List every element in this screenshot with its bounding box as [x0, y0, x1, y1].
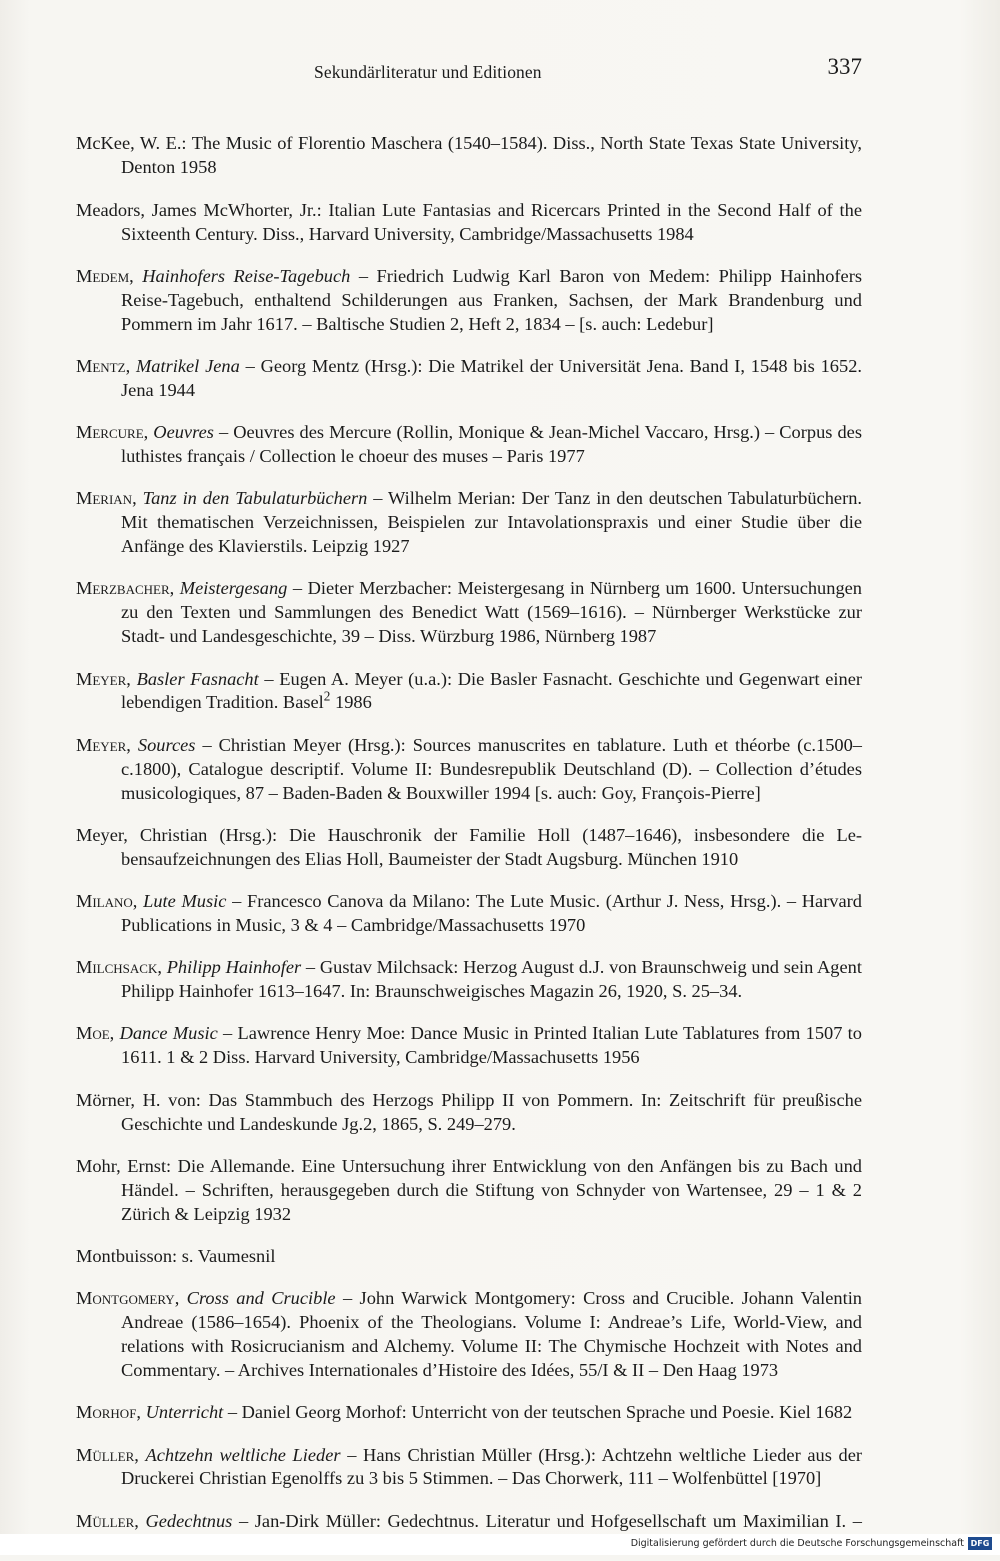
- entry-author: Mohr, Ernst:: [76, 1155, 172, 1176]
- entry-text: – Friedrich Ludwig Karl Baron von Medem: Philipp Hainhofers Reise-Tagebuch, enthaltend Schilderungen aus Franken, Sachsen, der Mark Brandenburg und Pommern im Jahr 1617. – Baltische Studien 2, Heft 2, 1834 – [s. auch: Ledebur]: [121, 265, 862, 334]
- bibliography-entry: [76, 668, 862, 716]
- bibliography-entry: [76, 355, 862, 403]
- entry-short-title: Philipp Hainhofer: [166, 957, 302, 978]
- entry-text: – Georg Mentz (Hrsg.): Die Matrikel der Universität Jena. Band I, 1548 bis 1652. Jena 1944: [121, 355, 862, 400]
- page-number: 337: [827, 54, 862, 79]
- entry-short-title: Oeuvres: [153, 422, 214, 443]
- entry-short-title: Lute Music: [143, 891, 227, 912]
- entry-siglum: Milchsack,: [76, 957, 162, 978]
- entry-siglum: Moe,: [76, 1023, 115, 1044]
- bibliography-entry: [76, 890, 862, 938]
- entry-siglum: Meyer,: [76, 734, 131, 755]
- entry-text: – Oeuvres des Mercure (Rollin, Monique & Jean-Michel Vaccaro, Hrsg.) – Corpus des luthistes français / Collection le choeur des muses – Paris 1977: [121, 422, 862, 467]
- bibliography-entry: [76, 1287, 862, 1383]
- running-head: Sekundärliteratur und Editionen: [314, 62, 542, 82]
- entry-text: Italian Lute Fantasias and Ricercars Printed in the Second Half of the Sixteenth Century. Diss., Harvard University, Cambridge/Massachusetts 1984: [121, 199, 862, 244]
- entry-superscript: 2: [323, 689, 331, 705]
- entry-text: – Eugen A. Meyer (u.a.): Die Basler Fasnacht. Geschichte und Gegenwart einer lebendigen Tradition. Basel: [121, 668, 862, 713]
- entry-siglum: Merzbacher,: [76, 578, 175, 599]
- entry-text: The Music of Florentio Maschera (1540–1584). Diss., North State Texas State University, Denton 1958: [121, 133, 862, 178]
- entry-short-title: Dance Music: [119, 1023, 218, 1044]
- bibliography-entry: [76, 1245, 862, 1269]
- entry-author: McKee, W. E.:: [76, 133, 187, 154]
- entry-text: Die Allemande. Eine Untersuchung ihrer Entwicklung von den Anfängen bis zu Bach und Händel. – Schriften, herausgegeben durch die Stiftung von Schnyder von Wartensee, 29 – 1 & 2 Zürich & Leipzig 1932: [121, 1155, 862, 1224]
- entry-author: Mörner, H. von:: [76, 1089, 201, 1110]
- entry-siglum: Morhof,: [76, 1402, 142, 1423]
- entry-text: – Dieter Merzbacher: Meistergesang in Nürnberg um 1600. Untersuchungen zu den Texten und Sammlungen des Benedict Watt (1569–1616). – Nürnberger Werkstücke zur Stadt- und Landesgeschichte, 39 – Diss. Würzburg 1986, Nürnberg 1987: [121, 578, 863, 647]
- entry-short-title: Gedechtnus: [145, 1510, 233, 1531]
- entry-short-title: Unterricht: [145, 1402, 224, 1423]
- page-header: [76, 54, 862, 90]
- entry-short-title: Matrikel Jena: [135, 355, 240, 376]
- entry-text: Die Hauschronik der Familie Holl (1487–1646), insbesondere die Lebensaufzeichnungen des Elias Holl, Baumeister der Stadt Augsburg. München 1910: [121, 824, 862, 869]
- bibliography-entry: [76, 577, 862, 649]
- entry-short-title: Achtzehn weltliche Lieder: [145, 1444, 341, 1465]
- entry-text: – Lawrence Henry Moe: Dance Music in Printed Italian Lute Tablatures from 1507 to 1611. 1 & 2 Diss. Harvard University, Cambridge/Massachusetts 1956: [121, 1023, 862, 1068]
- entry-text: – John Warwick Montgomery: Cross and Crucible. Johann Valentin Andreae (1586–1654). Phoenix of the Theologians. Volume I: Andreae’s Life, World-View, and relations with Rosicrucianism and Alchemy. Volume II: The Chymische Hochzeit with Notes and Commentary. – Archives Internationales d’Histoire des Idées, 55/I & II – Den Haag 1973: [121, 1288, 862, 1380]
- entry-siglum: Medem,: [76, 265, 134, 286]
- bibliography-entry: [76, 421, 862, 469]
- entry-author: Meadors, James McWhorter, Jr.:: [76, 199, 322, 220]
- bibliography-entry: [76, 199, 862, 247]
- entry-short-title: Cross and Crucible: [186, 1288, 336, 1309]
- bibliography-list: [76, 114, 862, 1561]
- bibliography-entry: [76, 1022, 862, 1070]
- entry-text: – Francesco Canova da Milano: The Lute Music. (Arthur J. Ness, Hrsg.). – Harvard Publications in Music, 3 & 4 – Cambridge/Massachusetts 1970: [121, 891, 862, 935]
- entry-author: Meyer, Christian (Hrsg.):: [76, 824, 278, 845]
- entry-short-title: Meistergesang: [179, 578, 288, 599]
- entry-short-title: Sources: [137, 734, 196, 755]
- footer-credit: Digitalisierung gefördert durch die Deutsche Forschungsgemeinschaft: [630, 1538, 964, 1549]
- entry-text: Das Stammbuch des Herzogs Philipp II von Pommern. In: Zeitschrift für preußische Geschichte und Landeskunde Jg.2, 1865, S. 249–279.: [121, 1089, 862, 1134]
- entry-siglum: Merian,: [76, 488, 137, 509]
- entry-text: – Jan-Dirk Müller: Gedechtnus. Literatur und Hofgesellschaft um Maximilian I. –: [238, 1510, 862, 1531]
- entry-siglum: Müller,: [76, 1444, 139, 1465]
- entry-siglum: Meyer,: [76, 668, 131, 689]
- bibliography-entry: [76, 824, 862, 872]
- entry-siglum: Montgomery,: [76, 1288, 180, 1309]
- entry-siglum: Mentz,: [76, 355, 131, 376]
- entry-short-title: Tanz in den Tabulaturbüchern: [142, 488, 368, 509]
- bibliography-entry: [76, 734, 862, 806]
- entry-text-tail: 1986: [330, 692, 372, 713]
- entry-text: – Wilhelm Merian: Der Tanz in den deutschen Tabulaturbüchern. Mit thematischen Verzeichnissen, Beispielen zur Intavolationspraxis und einer Studie über die Anfänge des Klavierstils. Leipzig 1927: [121, 488, 862, 557]
- bibliography-entry: [76, 487, 862, 559]
- bibliography-entry: [76, 1444, 862, 1492]
- entry-short-title: Basler Fasnacht: [136, 668, 259, 689]
- entry-text: – Christian Meyer (Hrsg.): Sources manuscrites en tablature. Luth et théorbe (c.1500–c.1800), Catalogue descriptif. Volume II: Bundesrepublik Deutschland (D). – Collection d’études musicologiques, 87 – Baden-Baden & Bouxwiller 1994 [s. auch: Goy, François-Pierre]: [121, 734, 862, 803]
- entry-text: – Gustav Milchsack: Herzog August d.J. von Braunschweig und sein Agent Philipp Hainhofer 1613–1647. In: Braunschweigisches Magazin 26, 1920, S. 25–34.: [121, 957, 862, 1002]
- bibliography-entry: [76, 265, 862, 337]
- bibliography-entry: [76, 132, 862, 180]
- entry-siglum: Müller,: [76, 1510, 139, 1531]
- entry-text: s. Vaumesnil: [177, 1245, 276, 1266]
- entry-author: Montbuisson:: [76, 1245, 178, 1266]
- entry-short-title: Hainhofers Reise-Tagebuch: [142, 265, 351, 286]
- digitization-footer: [0, 1534, 1000, 1555]
- bibliography-entry: [76, 1401, 862, 1425]
- bibliography-entry: [76, 1089, 862, 1137]
- bibliography-entry: [76, 956, 862, 1004]
- entry-siglum: Mercure,: [76, 422, 149, 443]
- dfg-logo: DFG: [968, 1537, 992, 1550]
- entry-text: – Daniel Georg Morhof: Unterricht von der teutschen Sprache und Poesie. Kiel 1682: [223, 1402, 853, 1423]
- bibliography-entry: [76, 1155, 862, 1227]
- entry-text: – Hans Christian Müller (Hrsg.): Achtzehn weltliche Lieder aus der Druckerei Christian Egenolffs zu 3 bis 5 Stimmen. – Das Chorwerk, 111 – Wolfenbüttel [1970]: [121, 1444, 862, 1489]
- entry-siglum: Milano,: [76, 891, 138, 912]
